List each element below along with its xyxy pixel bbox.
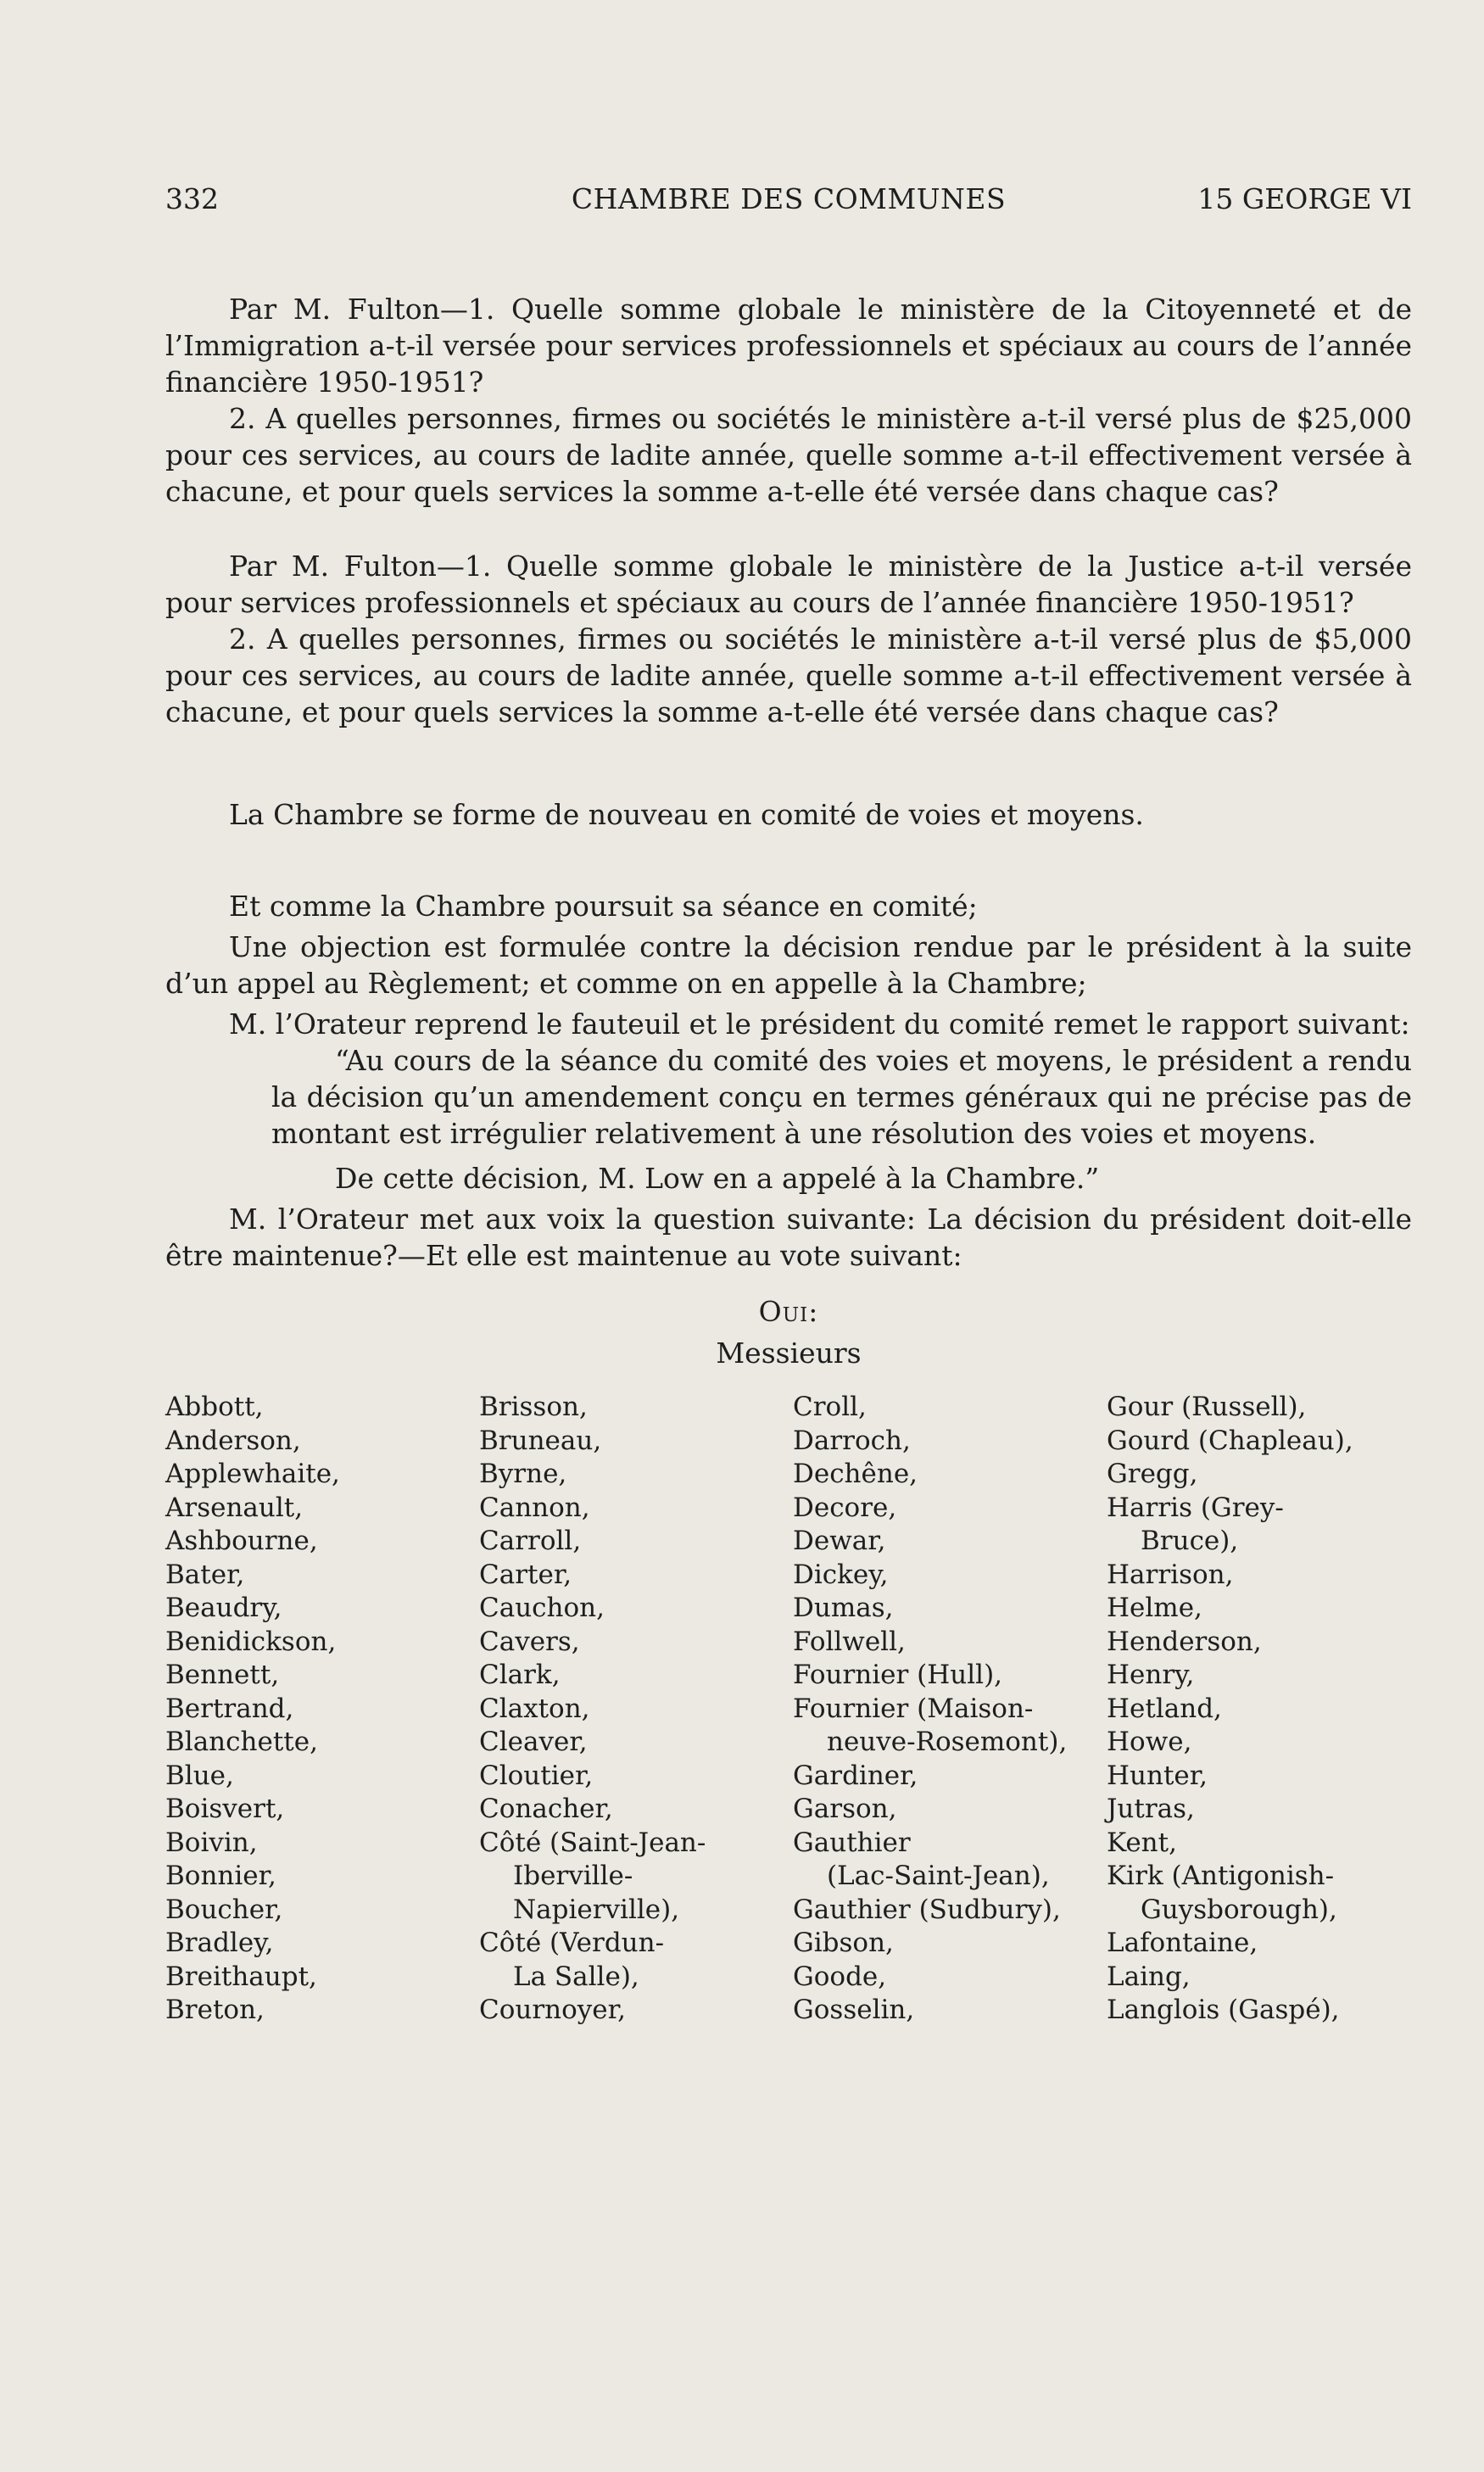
- member-name: Hunter,: [1107, 1760, 1208, 1791]
- report-quote-end: De cette décision, M. Low en a appelé à la Chambre.”: [335, 1162, 1100, 1195]
- member-name: Darroch,: [793, 1425, 911, 1456]
- member-name: Breithaupt,: [165, 1961, 317, 1992]
- member-name: Cavers,: [479, 1626, 580, 1657]
- member-name: Abbott,: [165, 1392, 264, 1422]
- member-name: Cournoyer,: [479, 1995, 626, 2025]
- speaker-paragraph: M. l’Orateur reprend le fauteuil et le président du comité remet le rapport suivant:: [229, 1007, 1410, 1041]
- question-2-part-1: Par M. Fulton—1. Quelle somme globale le ministère de la Justice a-t-il versée pour services professionnels et spéciaux au cours de l’année financière 1950-1951?: [165, 550, 1412, 619]
- member-name: Gosselin,: [793, 1995, 915, 2025]
- question-2-part-2: 2. A quelles personnes, firmes ou sociétés le ministère a-t-il versé plus de $5,000 pour ces services, au cours de ladite année, quelle somme a-t-il effectivement versée à chacune, et pour quels services la somme a-t-elle été versée dans chaque cas?: [165, 622, 1412, 728]
- member-name: Kent,: [1107, 1827, 1177, 1858]
- member-name: (Lac-Saint-Jean),: [827, 1861, 1050, 1891]
- member-name: Dickey,: [793, 1559, 889, 1590]
- page-number: 332: [165, 182, 219, 215]
- member-name: Laing,: [1107, 1961, 1191, 1992]
- member-name: Beaudry,: [165, 1593, 282, 1623]
- member-name: neuve-Rosemont),: [827, 1727, 1068, 1757]
- member-name: Follwell,: [793, 1626, 906, 1657]
- member-name: Clark,: [479, 1660, 561, 1690]
- member-name: Bennett,: [165, 1660, 280, 1690]
- vote-column-2: [479, 1391, 793, 2028]
- vote-column-3: [793, 1391, 1107, 2028]
- member-name: Byrne,: [479, 1459, 567, 1489]
- vote-column-4: [1107, 1391, 1412, 2028]
- member-name: Kirk (Antigonish-: [1107, 1861, 1335, 1891]
- objection-paragraph: Une objection est formulée contre la décision rendue par le président à la suite d’un appel au Règlement; et comme on en appelle à la Chambre;: [165, 930, 1412, 1000]
- member-name: Bruneau,: [479, 1425, 602, 1456]
- page-title: CHAMBRE DES COMMUNES: [571, 182, 1007, 215]
- member-name: Guysborough),: [1141, 1894, 1337, 1925]
- committee-paragraph: La Chambre se forme de nouveau en comité de voies et moyens.: [229, 798, 1144, 831]
- member-name: Brisson,: [479, 1392, 588, 1422]
- member-name: Langlois (Gaspé),: [1107, 1995, 1340, 2025]
- member-name: Cleaver,: [479, 1727, 588, 1757]
- member-name: Gour (Russell),: [1107, 1392, 1307, 1422]
- vote-heading: [165, 1291, 1412, 1333]
- member-name: Gourd (Chapleau),: [1107, 1425, 1353, 1456]
- question-1-part-2: 2. A quelles personnes, firmes ou sociétés le ministère a-t-il versé plus de $25,000 pour ces services, au cours de ladite année, quelle somme a-t-il effectivement versée à chacune, et pour quels services la somme a-t-elle été versée dans chaque cas?: [165, 402, 1412, 508]
- member-name: Bonnier,: [165, 1861, 276, 1891]
- member-name: Henderson,: [1107, 1626, 1262, 1657]
- member-name: Blanchette,: [165, 1727, 318, 1757]
- document-page: [165, 182, 1412, 2028]
- reign-label: 15 GEORGE VI: [1197, 182, 1412, 215]
- member-name: Hetland,: [1107, 1693, 1222, 1724]
- member-name: Iberville-: [513, 1861, 633, 1891]
- member-name: Decore,: [793, 1492, 897, 1523]
- member-name: Dewar,: [793, 1526, 886, 1556]
- member-name: Dumas,: [793, 1593, 894, 1623]
- member-name: Carroll,: [479, 1526, 582, 1556]
- member-name: Cannon,: [479, 1492, 590, 1523]
- sitting-paragraph: Et comme la Chambre poursuit sa séance en comité;: [229, 890, 978, 923]
- running-header: [165, 182, 1412, 225]
- member-name: Claxton,: [479, 1693, 590, 1724]
- member-name: Côté (Verdun-: [479, 1928, 665, 1958]
- member-name: Croll,: [793, 1392, 867, 1422]
- member-name: Dechêne,: [793, 1459, 918, 1489]
- member-name: Blue,: [165, 1760, 234, 1791]
- member-name: Anderson,: [165, 1425, 301, 1456]
- member-name: Arsenault,: [165, 1492, 304, 1523]
- member-name: Fournier (Maison-: [793, 1693, 1034, 1724]
- member-name: Napierville),: [513, 1894, 680, 1925]
- member-name: Bertrand,: [165, 1693, 294, 1724]
- member-name: Fournier (Hull),: [793, 1660, 1003, 1690]
- vote-subheading: Messieurs: [716, 1336, 862, 1370]
- member-name: Gauthier (Sudbury),: [793, 1894, 1061, 1925]
- member-name: Helme,: [1107, 1593, 1202, 1623]
- member-name: Cloutier,: [479, 1760, 594, 1791]
- member-name: Benidickson,: [165, 1626, 337, 1657]
- vote-name-list: [165, 1391, 1412, 2028]
- member-name: Gregg,: [1107, 1459, 1198, 1489]
- member-name: Côté (Saint-Jean-: [479, 1827, 706, 1858]
- member-name: Cauchon,: [479, 1593, 605, 1623]
- member-name: La Salle),: [513, 1961, 639, 1992]
- question-put-paragraph: M. l’Orateur met aux voix la question suivante: La décision du président doit-elle être maintenue?—Et elle est maintenue au vote suivant:: [165, 1203, 1412, 1272]
- member-name: Garson,: [793, 1794, 897, 1824]
- vote-column-1: [165, 1391, 479, 2028]
- report-quote: “Au cours de la séance du comité des voies et moyens, le président a rendu la décision qu’un amendement conçu en termes généraux qui ne précise pas de montant est irrégulier relativement à une résolution des voies et moyens.: [271, 1044, 1412, 1150]
- question-1-part-1: Par M. Fulton—1. Quelle somme globale le ministère de la Citoyenneté et de l’Immigration a-t-il versée pour services professionnels et spéciaux au cours de l’année financière 1950-1951?: [165, 293, 1412, 399]
- member-name: Howe,: [1107, 1727, 1192, 1757]
- member-name: Boivin,: [165, 1827, 258, 1858]
- member-name: Goode,: [793, 1961, 887, 1992]
- member-name: Boucher,: [165, 1894, 283, 1925]
- member-name: Harrison,: [1107, 1559, 1234, 1590]
- member-name: Lafontaine,: [1107, 1928, 1258, 1958]
- member-name: Harris (Grey-: [1107, 1492, 1284, 1523]
- member-name: Gauthier: [793, 1827, 911, 1858]
- member-name: Gardiner,: [793, 1760, 918, 1791]
- member-name: Breton,: [165, 1995, 265, 2025]
- member-name: Jutras,: [1107, 1794, 1195, 1824]
- member-name: Boisvert,: [165, 1794, 285, 1824]
- member-name: Conacher,: [479, 1794, 613, 1824]
- member-name: Carter,: [479, 1559, 572, 1590]
- member-name: Bruce),: [1141, 1526, 1239, 1556]
- member-name: Bradley,: [165, 1928, 274, 1958]
- member-name: Gibson,: [793, 1928, 894, 1958]
- vote-yea-label: Oui:: [758, 1295, 819, 1328]
- member-name: Bater,: [165, 1559, 245, 1590]
- member-name: Henry,: [1107, 1660, 1195, 1690]
- member-name: Applewhaite,: [165, 1459, 340, 1489]
- member-name: Ashbourne,: [165, 1526, 318, 1556]
